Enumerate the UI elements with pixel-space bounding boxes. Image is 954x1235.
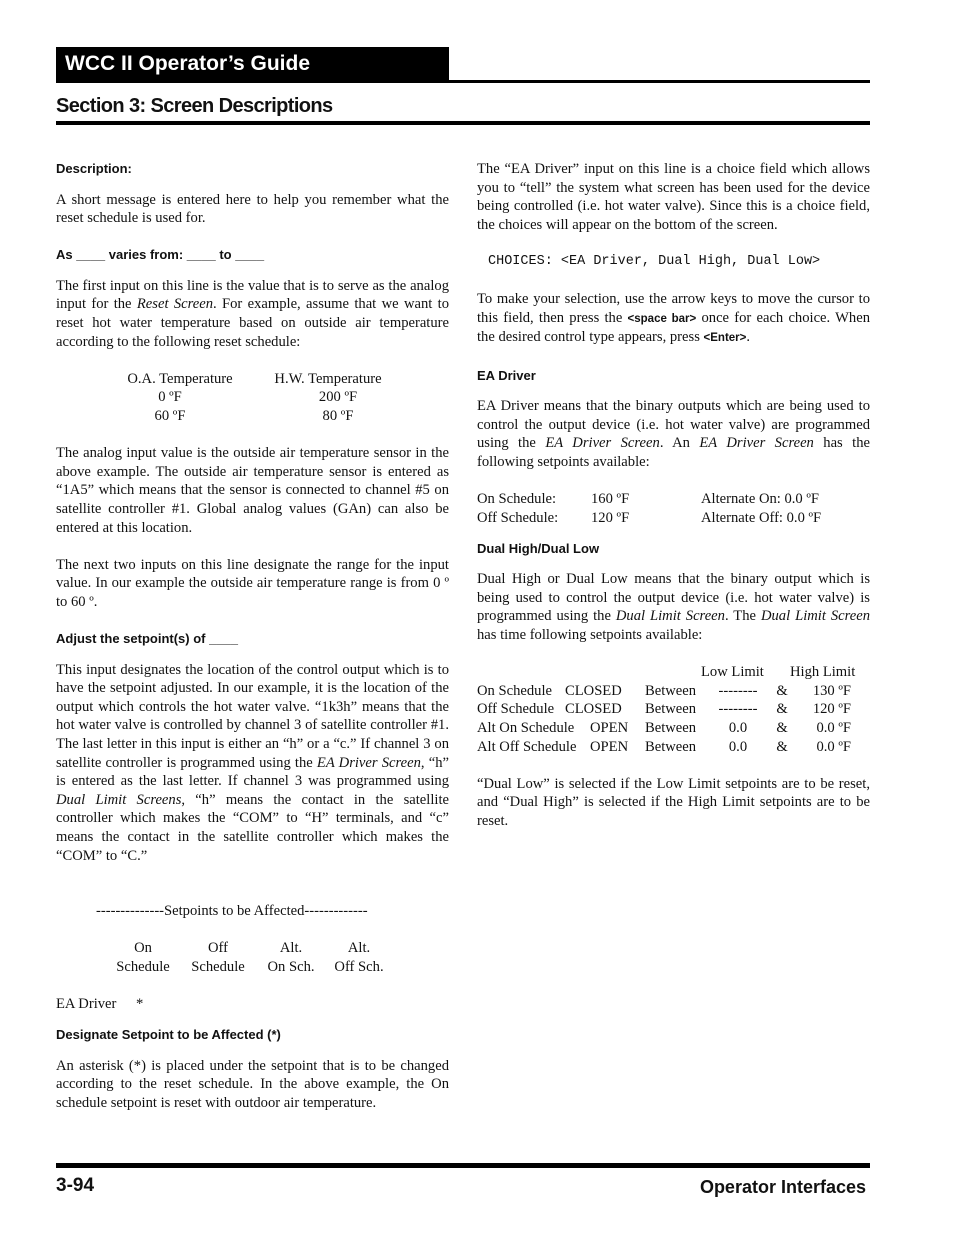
- section-title: Section 3: Screen Descriptions: [56, 95, 333, 117]
- table-row: On Schedule CLOSED Between -------- & 130 ºF: [477, 682, 851, 699]
- section-rule: [56, 121, 870, 125]
- paragraph-adjust: This input designates the location of the control output which is to have the setpoint adjusted. In our example, it is the location of the output which controls the hot water valve. “1k3h” means that the hot water valve is controlled by channel 3 of satellite controller #1. The last letter in this input is either an “h” or a “c.” If channel 3 on satellite controller is programmed using the EA Driver Screen, “h” is entered as the last letter. If channel 3 was programmed using Dual Limit Screens, “h” means the contact in the satellite controller which makes the “COM” to “H” terminals, and “c” means the contact in the satellite controller which makes the “COM” to “C.”: [56, 661, 449, 864]
- table-row: [56, 407, 449, 426]
- paragraph-ea-input: The “EA Driver” input on this line is a choice field which allows you to “tell” the system what screen has been used for the device being controlled (i.e. hot water valve). Since this is a choice field, the choices will appear on the bottom of the screen.: [477, 161, 870, 233]
- column-header: H.W. Temperature: [274, 370, 382, 387]
- heading-dual: Dual High/Dual Low: [477, 540, 600, 556]
- chapter-title: Operator Interfaces: [699, 1177, 866, 1197]
- paragraph-analog-input: The analog input value is the outside air temperature sensor in the above example. The outside air temperature sensor is entered as “1A5” which means that the sensor is connected to channel #5 on satellite controller #1. Global analog values (GAn) can also be entered at this location.: [56, 445, 449, 536]
- table-row: Alt Off Schedule OPEN Between 0.0 & 0.0 ºF: [477, 738, 851, 755]
- paragraph-dual: Dual High or Dual Low means that the binary output which is being used to control the output device (i.e. hot water valve) is programmed using the Dual Limit Screen. The Dual Limit Screen has time following setpoints available:: [477, 571, 871, 643]
- table-cell: 200 ºF: [318, 389, 358, 406]
- table-cell: 0 ºF: [158, 389, 182, 406]
- column-header: Low Limit: [701, 664, 764, 681]
- heading-as-varies: As ____ varies from: ____ to ____: [56, 247, 265, 263]
- left-column: [56, 160, 449, 1113]
- ea-driver-row: EA Driver *: [56, 996, 144, 1013]
- paragraph-dual-selection: “Dual Low” is selected if the Low Limit setpoints are to be reset, and “Dual High” is selected if the High Limit setpoints are to be reset.: [477, 775, 870, 829]
- choices-line: CHOICES: <EA Driver, Dual High, Dual Low>: [488, 253, 821, 269]
- table-row: Alt On Schedule OPEN Between 0.0 & 0.0 ºF: [477, 719, 851, 736]
- footer-rule: [56, 1163, 870, 1168]
- paragraph-selection: To make your selection, use the arrow keys to move the cursor to this field, then press the <space bar> once for each choice. When the desired control type appears, press <Enter>.: [477, 291, 870, 346]
- dual-table-header: [477, 663, 870, 682]
- setpoint-column: Alt. On Sch.: [267, 940, 315, 976]
- paragraph-first-input: The first input on this line is the value that is to serve as the analog input for the Reset Screen. For example, assume that we want to reset hot water temperature based on outside air temperature according to the following reset schedule:: [56, 277, 450, 350]
- setpoints-banner: --------------Setpoints to be Affected-------------: [96, 903, 368, 920]
- table-row: [56, 388, 449, 407]
- reset-schedule-table: [56, 370, 449, 426]
- setpoint-column: Off Schedule: [191, 940, 245, 976]
- reset-table-header: [56, 370, 449, 389]
- right-column: [477, 160, 870, 831]
- enter-key: <Enter>: [703, 332, 747, 345]
- table-row: Off Schedule CLOSED Between -------- & 120 ºF: [477, 701, 851, 718]
- column-header: O.A. Temperature: [127, 370, 233, 387]
- paragraph-range: The next two inputs on this line designate the range for the input value. In our example the outside air temperature range is from 0 º to 60 º.: [56, 556, 449, 610]
- page-number: 3-94: [56, 1175, 95, 1196]
- heading-description: Description:: [56, 161, 132, 176]
- paragraph-designate: An asterisk (*) is placed under the setpoint that is to be changed according to the reset schedule. In the above example, the On schedule setpoint is reset with outdoor air temperature.: [56, 1057, 449, 1112]
- ea-setpoint-row: On Schedule: 160 ºF Alternate On: 0.0 ºF: [477, 491, 820, 507]
- setpoint-column: On Schedule: [116, 940, 170, 976]
- setpoint-columns: [56, 939, 449, 976]
- heading-ea-driver: EA Driver: [477, 367, 536, 383]
- ea-setpoint-row: Off Schedule: 120 ºF Alternate Off: 0.0 ºF: [477, 509, 822, 526]
- column-header: High Limit: [790, 664, 856, 681]
- dual-limit-table: [477, 663, 870, 756]
- heading-adjust-setpoint: Adjust the setpoint(s) of ____: [56, 631, 239, 647]
- paragraph-description: A short message is entered here to help you remember what the reset schedule is used for.: [56, 191, 449, 227]
- table-cell: 80 ºF: [322, 407, 354, 424]
- setpoint-column: Alt. Off Sch.: [334, 940, 384, 976]
- guide-title: WCC II Operator’s Guide: [65, 52, 311, 75]
- header-rule: [56, 80, 870, 83]
- paragraph-ea-driver: EA Driver means that the binary outputs which are being used to control the output device (i.e. hot water valve) are programmed using the EA Driver Screen. An EA Driver Screen has the following setpoints available:: [477, 398, 870, 470]
- setpoint-asterisk: *: [136, 996, 144, 1013]
- space-bar-key: <space bar>: [627, 312, 697, 325]
- table-cell: 60 ºF: [154, 407, 186, 424]
- heading-designate: Designate Setpoint to be Affected (*): [56, 1027, 281, 1043]
